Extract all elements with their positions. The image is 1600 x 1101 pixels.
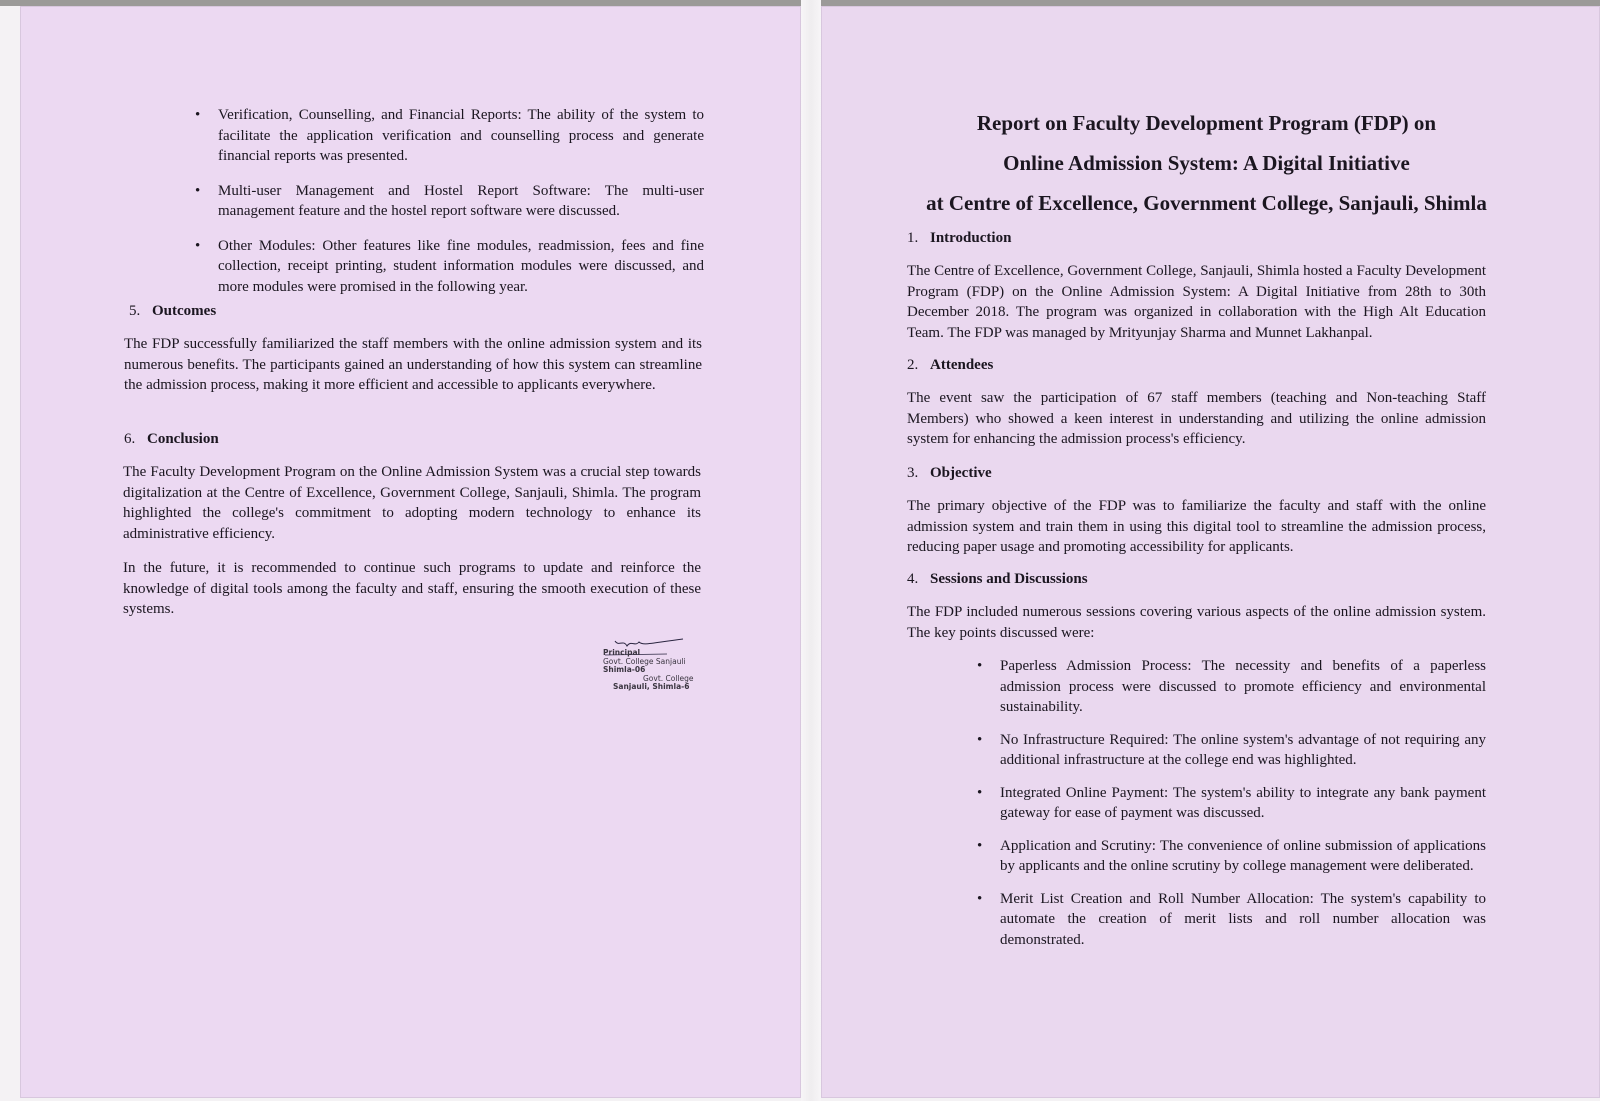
principal-stamp [597, 637, 727, 697]
bullet-icon: • [195, 237, 201, 254]
list-item [977, 656, 1486, 718]
bullet-text: Verification, Counselling, and Financial Reports: The ability of the system to facilitate the application verification and counselling process and generate financial reports was presented. [218, 107, 704, 164]
objective-paragraph: The primary objective of the FDP was to familiarize the faculty and staff with the online admission system and train them in using this digital tool to streamline the admission process, reducing paper usage and promoting accessibility for applicants. [907, 498, 1486, 555]
bullet-text: Integrated Online Payment: The system's ability to integrate any bank payment gateway for ease of payment was discussed. [1000, 784, 1486, 821]
stamp-line: Govt. College [643, 673, 694, 683]
stamp-line: Sanjauli, Shimla-6 [613, 682, 690, 691]
right-bullet-list [977, 656, 1486, 950]
bullet-text: Multi-user Management and Hostel Report Software: The multi-user management feature and the hostel report software were discussed. [218, 182, 704, 219]
introduction-paragraph: The Centre of Excellence, Government College, Sanjauli, Shimla hosted a Faculty Development Program (FDP) on the Online Admission System: A Digital Initiative from 28th to 30th December 2018. The program was organized in collaboration with the High Alt Education Team. The FDP was managed by Mrityunjay Sharma and Munnet Lakhanpal. [907, 263, 1487, 341]
attendees-heading: 2. Attendees [907, 357, 994, 373]
bullet-icon: • [977, 837, 983, 854]
list-item [977, 836, 1486, 877]
list-item [195, 181, 704, 222]
attendees-paragraph: The event saw the participation of 67 staff members (teaching and Non-teaching Staff Members) who showed a keen interest in understanding and utilizing the online admission system for enhancing the admission process's efficiency. [907, 390, 1486, 447]
bullet-icon: • [195, 182, 201, 199]
sessions-heading: 4. Sessions and Discussions [907, 571, 1088, 587]
left-bullet-list [195, 105, 704, 297]
stamp-line: Shimla-06 [603, 665, 646, 674]
report-title-line-2: Online Admission System: A Digital Initiative [1003, 151, 1410, 175]
bullet-text: Merit List Creation and Roll Number Allocation: The system's capability to automate the creation of merit lists and roll number allocation was demonstrated. [1000, 890, 1486, 948]
stamp-line: Principal [603, 648, 641, 657]
bullet-icon: • [977, 658, 983, 674]
sessions-paragraph: The FDP included numerous sessions covering various aspects of the online admission system. The key points discussed were: [907, 604, 1486, 641]
conclusion-paragraph-2: In the future, it is recommended to continue such programs to update and reinforce the knowledge of digital tools among the faculty and staff, ensuring the smooth execution of these systems. [123, 560, 701, 617]
objective-heading: 3. Objective [907, 465, 992, 481]
bullet-icon: • [977, 784, 983, 801]
bullet-icon: • [977, 890, 983, 907]
list-item [977, 783, 1486, 824]
bullet-text: Other Modules: Other features like fine modules, readmission, fees and fine collection, receipt printing, student information modules were discussed, and more modules were promised in the following year. [218, 237, 704, 295]
list-item [195, 236, 704, 298]
bullet-text: Paperless Admission Process: The necessity and benefits of a paperless admission process were discussed to promote efficiency and environmental sustainability. [1000, 658, 1486, 715]
bullet-text: Application and Scrutiny: The convenience of online submission of applications by applicants and the online scrutiny by college management were deliberated. [1000, 837, 1486, 874]
right-page [821, 6, 1600, 1098]
list-item [977, 730, 1486, 771]
list-item [977, 889, 1486, 951]
conclusion-paragraph-1: The Faculty Development Program on the Online Admission System was a crucial step towards digitalization at the Centre of Excellence, Government College, Sanjauli, Shimla. The program highlighted the college's commitment to adopting modern technology to enhance its administrative efficiency. [123, 464, 701, 542]
outcomes-paragraph: The FDP successfully familiarized the staff members with the online admission system and its numerous benefits. The participants gained an understanding of how this system can streamline the admission process, making it more efficient and accessible to applicants everywhere. [124, 336, 702, 393]
report-title-line-1: Report on Faculty Development Program (FDP) on [976, 111, 1437, 135]
introduction-heading: 1. Introduction [907, 230, 1012, 246]
report-title-line-3: at Centre of Excellence, Government College, Sanjauli, Shimla [926, 191, 1487, 215]
stamp-line: Govt. College Sanjauli [603, 656, 686, 666]
outcomes-heading: 5. Outcomes [129, 303, 217, 319]
bullet-text: No Infrastructure Required: The online system's advantage of not requiring any additional infrastructure at the college end was highlighted. [1000, 731, 1486, 768]
conclusion-heading: 6. Conclusion [124, 431, 219, 447]
list-item [195, 105, 704, 167]
page-gutter [801, 0, 821, 1101]
bullet-icon: • [977, 731, 983, 748]
bullet-icon: • [195, 107, 201, 123]
left-page [20, 6, 801, 1098]
